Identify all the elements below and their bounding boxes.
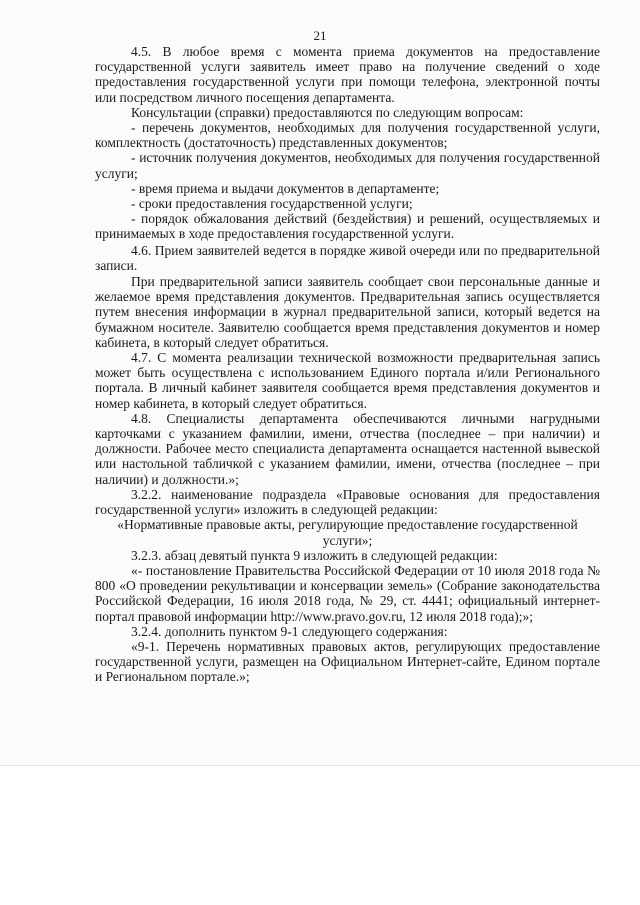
paragraph-3-2-2: 3.2.2. наименование подраздела «Правовые основания для предоставления государственной услуги» изложить в следующей редакции: [95,486,600,518]
paragraph-resolution-quote: «- постановление Правительства Российской Федерации от 10 июля 2018 года № 800 «О проведении рекультивации и консервации земель» (Собрание законодательства Российской Федерации, 16 июля 2018 года, № 29, ст. 4441; официальный интернет-портал правовой информации http://www.pravo.gov.ru, 12 июля 2018 года);»; [95,562,600,624]
paragraph-preliminary-record: При предварительной записи заявитель сообщает свои персональные данные и желаемое время представления документов. Предварительная запись осуществляется путем внесения информации в журнал предварительной записи, который ведется на бумажном носителе. Заявителю сообщается время представления документов и номер кабинета, в который следует обратиться. [95,274,600,350]
paragraph-4-6: 4.6. Прием заявителей ведется в порядке живой очереди или по предварительной записи. [95,242,600,273]
list-item: - время приема и выдачи документов в департаменте; [131,180,440,196]
paragraph-4-8: 4.8. Специалисты департамента обеспечиваются личными нагрудными карточками с указанием фамилии, имени, отчества (последнее – при наличии) и должности. Рабочее место специалиста департамента оснащается настенной вывеской или настольной табличкой с указанием фамилии, имени, отчества (последнее – при наличии) и должности.»; [95,410,600,487]
list-item: - порядок обжалования действий (бездействия) и решений, осуществляемых и принимаемых в ходе предоставления государственной услуги. [95,211,600,242]
list-item: - сроки предоставления государственной услуги; [131,196,413,212]
list-item: - перечень документов, необходимых для получения государственной услуги, комплектность (достаточность) представленных документов; [95,120,600,151]
paragraph-9-1-quote: «9-1. Перечень нормативных правовых актов, регулирующих предоставление государственной услуги, размещен на Официальном Интернет-сайте, Едином портале и Региональном портале.»; [95,638,600,685]
paragraph-3-2-3: 3.2.3. абзац девятый пункта 9 изложить в следующей редакции: [131,547,498,563]
document-body [95,44,600,685]
paragraph-consultations: Консультации (справки) предоставляются по следующим вопросам: [131,104,524,120]
paragraph-3-2-4: 3.2.4. дополнить пунктом 9-1 следующего содержания: [131,623,448,639]
paragraph-4-7: 4.7. С момента реализации технической возможности предварительная запись может быть осуществлена с использованием Единого портала и/или Регионального портала. В личный кабинет заявителя сообщается время представления документов и номер кабинета, в который следует обратиться. [95,350,600,411]
paragraph-4-5: 4.5. В любое время с момента приема документов на предоставление государственной услуги заявитель имеет право на получение сведений о ходе предоставления государственной услуги при помощи телефона, электронной почты или посредством личного посещения департамента. [95,44,600,105]
page-number: 21 [313,28,327,43]
subsection-title-quote: «Нормативные правовые акты, регулирующие предоставление государственной услуги»; [117,517,578,548]
list-item: - источник получения документов, необходимых для получения государственной услуги; [95,150,600,181]
